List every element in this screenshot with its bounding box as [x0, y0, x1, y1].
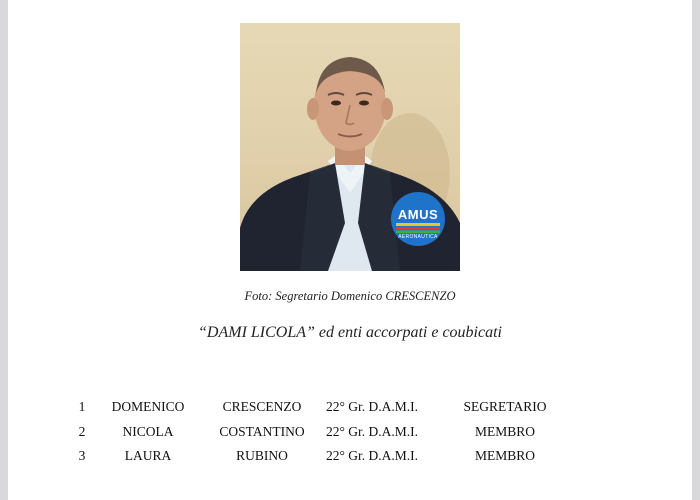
last-name: RUBINO	[236, 448, 288, 463]
document-page	[8, 0, 692, 500]
portrait-photo	[240, 23, 460, 271]
role: MEMBRO	[474, 448, 536, 463]
row-number: 3	[78, 448, 86, 463]
row-number: 2	[78, 423, 86, 439]
row-number: 1	[78, 399, 86, 414]
members-table	[8, 396, 692, 470]
table-row	[8, 445, 692, 470]
first-name: DOMENICO	[111, 399, 185, 414]
unit: 22° Gr. D.A.M.I.	[325, 448, 419, 463]
unit: 22° Gr. D.A.M.I.	[325, 399, 419, 414]
role: MEMBRO	[474, 423, 536, 439]
table-row	[8, 396, 692, 421]
last-name: COSTANTINO	[219, 423, 305, 439]
unit: 22° Gr. D.A.M.I.	[325, 423, 419, 439]
badge-label: AMUS	[397, 207, 439, 222]
first-name: NICOLA	[122, 423, 174, 439]
photo-caption: Foto: Segretario Domenico CRESCENZO	[244, 289, 456, 303]
badge-sublabel: AERONAUTICA	[398, 234, 438, 240]
first-name: LAURA	[124, 448, 172, 463]
last-name: CRESCENZO	[222, 399, 302, 414]
table-row	[8, 421, 692, 446]
role: SEGRETARIO	[463, 399, 547, 414]
document-title: “DAMI LICOLA” ed enti accorpati e coubicati	[198, 324, 502, 341]
